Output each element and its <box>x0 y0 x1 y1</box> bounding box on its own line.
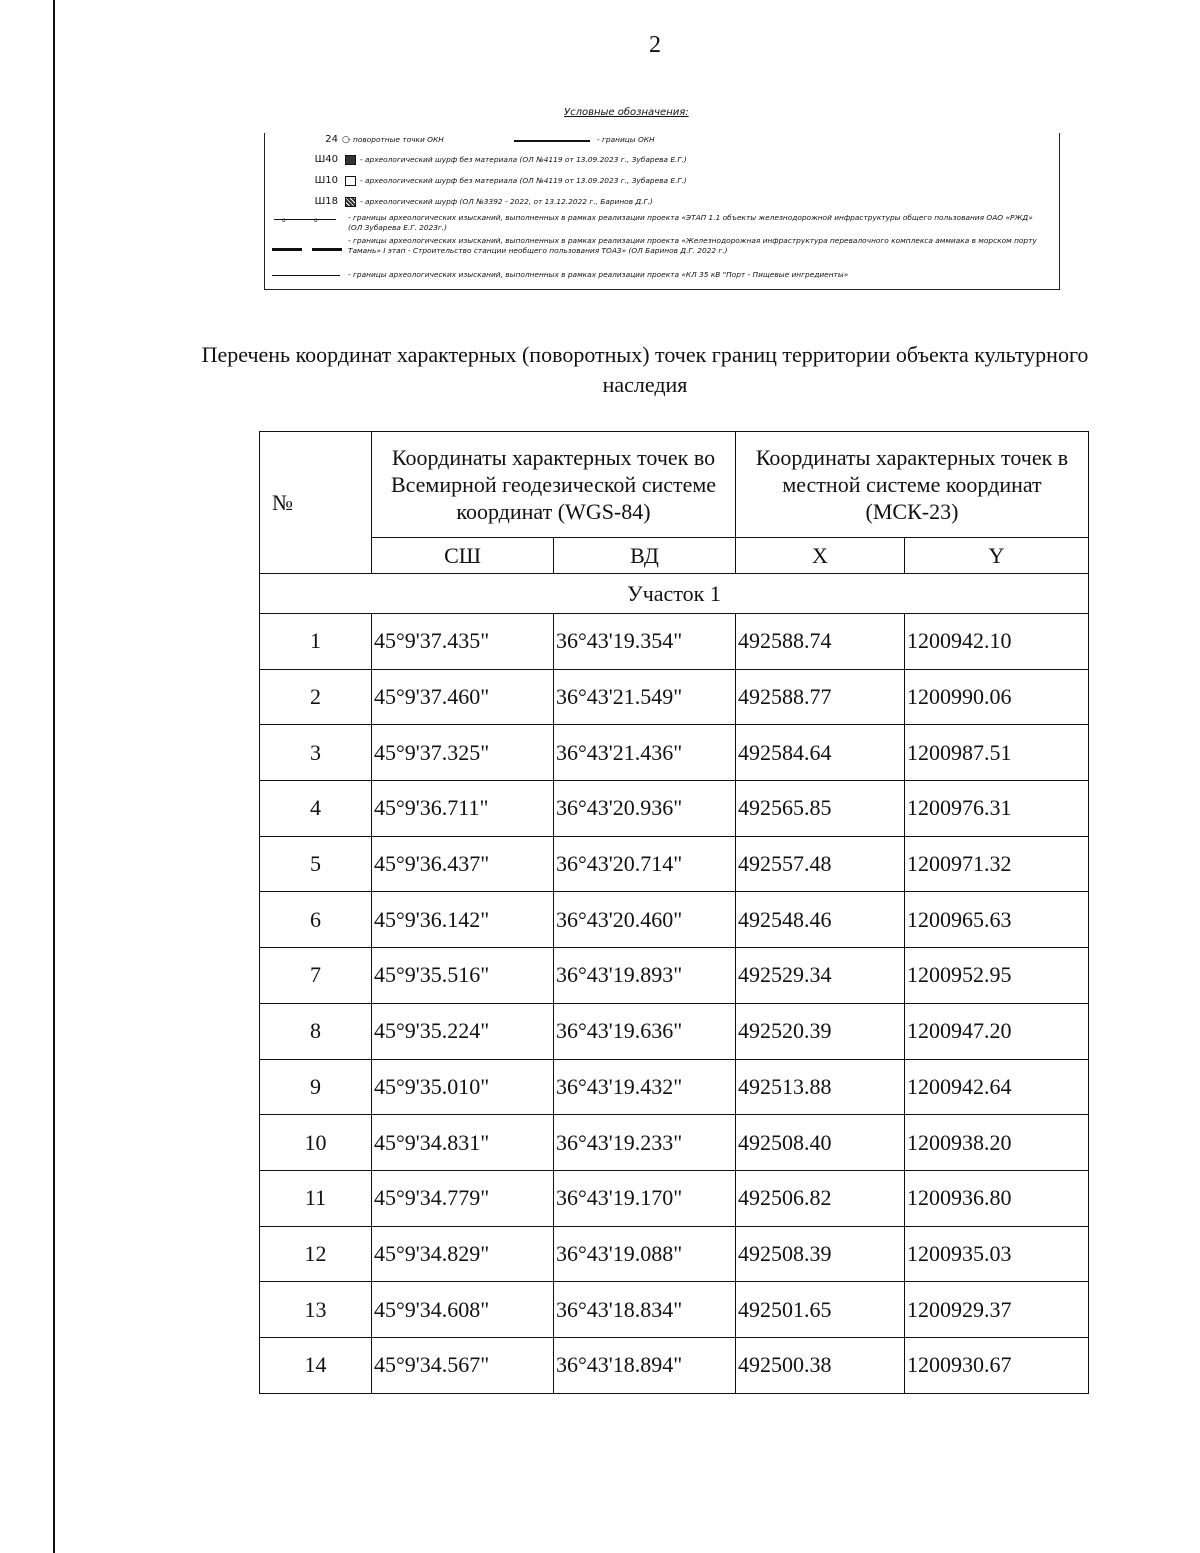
latitude-cell: 45°9'34.831" <box>372 1115 554 1171</box>
empty-square-icon <box>345 176 356 189</box>
legend-label: Ш40 <box>314 154 338 165</box>
section-row <box>260 574 1089 614</box>
y-cell: 1200987.51 <box>905 725 1089 781</box>
longitude-cell: 36°43'19.432" <box>554 1059 736 1115</box>
legend-text: - границы археологических изысканий, выполненных в рамках реализации проекта «КЛ 35 кВ "Порт - Пищевые ингредиенты» <box>348 270 849 279</box>
x-cell: 492520.39 <box>736 1003 905 1059</box>
legend-text: - границы ОКН <box>597 135 655 144</box>
y-cell: 1200935.03 <box>905 1226 1089 1282</box>
x-cell: 492565.85 <box>736 781 905 837</box>
x-cell: 492557.48 <box>736 836 905 892</box>
longitude-cell: 36°43'20.714" <box>554 836 736 892</box>
table-row <box>260 725 1089 781</box>
longitude-cell: 36°43'18.834" <box>554 1282 736 1338</box>
longitude-cell: 36°43'20.936" <box>554 781 736 837</box>
x-cell: 492500.38 <box>736 1337 905 1393</box>
col-number-header: № <box>260 432 372 574</box>
latitude-cell: 45°9'34.779" <box>372 1170 554 1226</box>
section-label: Участок 1 <box>260 574 1089 614</box>
page-number: 2 <box>649 32 661 58</box>
legend-text: - археологический шурф без материала (ОЛ №4119 от 13.09.2023 г., Зубарева Е.Г.) <box>360 176 687 185</box>
latitude-cell: 45°9'37.325" <box>372 725 554 781</box>
y-cell: 1200990.06 <box>905 669 1089 725</box>
y-cell: 1200942.64 <box>905 1059 1089 1115</box>
okn-boundary-line-icon <box>514 140 590 142</box>
point-number-cell: 6 <box>260 892 372 948</box>
circle-icon: ○ <box>342 135 350 145</box>
table-row <box>260 614 1089 670</box>
point-number-cell: 3 <box>260 725 372 781</box>
y-cell: 1200936.80 <box>905 1170 1089 1226</box>
latitude-cell: 45°9'36.142" <box>372 892 554 948</box>
point-number-cell: 9 <box>260 1059 372 1115</box>
latitude-cell: 45°9'34.608" <box>372 1282 554 1338</box>
y-cell: 1200965.63 <box>905 892 1089 948</box>
x-cell: 492508.40 <box>736 1115 905 1171</box>
y-cell: 1200971.32 <box>905 836 1089 892</box>
hatched-square-icon <box>345 197 356 210</box>
x-cell: 492529.34 <box>736 948 905 1004</box>
longitude-cell: 36°43'19.354" <box>554 614 736 670</box>
wgs-header: Координаты характерных точек во Всемирной геодезической системе координат (WGS-84) <box>372 432 736 538</box>
latitude-cell: 45°9'36.711" <box>372 781 554 837</box>
latitude-cell: 45°9'37.460" <box>372 669 554 725</box>
y-cell: 1200929.37 <box>905 1282 1089 1338</box>
point-number-cell: 12 <box>260 1226 372 1282</box>
table-row <box>260 836 1089 892</box>
table-row <box>260 948 1089 1004</box>
table-row <box>260 1003 1089 1059</box>
longitude-cell: 36°43'19.233" <box>554 1115 736 1171</box>
legend-label: Ш10 <box>314 175 338 186</box>
table-row <box>260 1059 1089 1115</box>
point-number-cell: 5 <box>260 836 372 892</box>
legend-text: - поворотные точки ОКН <box>348 135 444 144</box>
latitude-cell: 45°9'34.829" <box>372 1226 554 1282</box>
point-number-cell: 13 <box>260 1282 372 1338</box>
point-number-cell: 10 <box>260 1115 372 1171</box>
filled-square-icon <box>345 155 356 168</box>
table-row <box>260 1170 1089 1226</box>
point-number-cell: 7 <box>260 948 372 1004</box>
latitude-cell: 45°9'37.435" <box>372 614 554 670</box>
msk-header: Координаты характерных точек в местной системе координат (МСК-23) <box>736 432 1089 538</box>
legend-title: Условные обозначения: <box>564 107 689 118</box>
coordinates-table <box>259 431 1089 1394</box>
latitude-cell: 45°9'35.516" <box>372 948 554 1004</box>
point-number-cell: 4 <box>260 781 372 837</box>
latitude-cell: 45°9'35.224" <box>372 1003 554 1059</box>
point-number-cell: 1 <box>260 614 372 670</box>
x-header: X <box>736 538 905 574</box>
table-row <box>260 669 1089 725</box>
x-cell: 492548.46 <box>736 892 905 948</box>
legend-text: - границы археологических изысканий, выполненных в рамках реализации проекта «ЭТАП 1.1 объекты железнодорожной инфраструктуры общего пользования ОАО «РЖД» (ОЛ Зубарева Е.Г. 2023г.) <box>348 213 1033 232</box>
binding-margin-line <box>53 0 55 1553</box>
latitude-cell: 45°9'34.567" <box>372 1337 554 1393</box>
longitude-cell: 36°43'21.549" <box>554 669 736 725</box>
document-title: Перечень координат характерных (поворотных) точек границ территории объекта культурного наследия <box>201 342 1089 397</box>
legend-text: - археологический шурф без материала (ОЛ №4119 от 13.09.2023 г., Зубарева Е.Г.) <box>360 155 687 164</box>
legend: Условные обозначения: 24 ○ - поворотные точки ОКН - границы ОКН Ш40 - археологический шурф без материала (ОЛ №4119 от 13.09.2023 г., Зубарева Е.Г.) Ш10 - археологический шурф без материала (ОЛ №4119 от 13.09.2023 г., Зубарева Е.Г.) Ш18 - археологический шурф (ОЛ №3392 - 2022, от 13.12.2022 г., Баринов Д.Г.) o o - границы археологических изысканий, выполненных в рамках реализации проекта «ЭТАП 1.1 объекты железнодорожной инфраструктуры общего пользования ОАО «РЖД» (ОЛ Зубарева Е.Г. 2023г.) - границы археологических изысканий, выполненных в рамках реализации проекта «Железнодорожная инфраструктура перевалочного комплекса аммиака в морском порту Тамань» I этап - Строительство станции необщего пользования ТОАЗ» (ОЛ Баринов Д.Г. 2022 г.) - границы археологических изысканий, выполненных в рамках реализации проекта «КЛ 35 кВ "Порт - Пищевые ингредиенты» <box>264 103 1060 289</box>
x-cell: 492588.74 <box>736 614 905 670</box>
point-number-cell: 14 <box>260 1337 372 1393</box>
latitude-cell: 45°9'36.437" <box>372 836 554 892</box>
longitude-cell: 36°43'20.460" <box>554 892 736 948</box>
longitude-cell: 36°43'18.894" <box>554 1337 736 1393</box>
x-cell: 492588.77 <box>736 669 905 725</box>
y-header: Y <box>905 538 1089 574</box>
table-row <box>260 781 1089 837</box>
subheader-row <box>260 538 1089 574</box>
y-cell: 1200952.95 <box>905 948 1089 1004</box>
legend-text: - археологический шурф (ОЛ №3392 - 2022, от 13.12.2022 г., Баринов Д.Г.) <box>360 197 653 206</box>
table-row <box>260 1226 1089 1282</box>
longitude-cell: 36°43'21.436" <box>554 725 736 781</box>
x-cell: 492584.64 <box>736 725 905 781</box>
point-number-cell: 8 <box>260 1003 372 1059</box>
y-cell: 1200938.20 <box>905 1115 1089 1171</box>
table-row <box>260 892 1089 948</box>
legend-text: - границы археологических изысканий, выполненных в рамках реализации проекта «Железнодорожная инфраструктура перевалочного комплекса аммиака в морском порту Тамань» I этап - Строительство станции необщего пользования ТОАЗ» (ОЛ Баринов Д.Г. 2022 г.) <box>348 236 1037 255</box>
point-number-cell: 11 <box>260 1170 372 1226</box>
table-row <box>260 1282 1089 1338</box>
y-cell: 1200930.67 <box>905 1337 1089 1393</box>
dash-line-icon <box>272 248 342 251</box>
table-row <box>260 1115 1089 1171</box>
y-cell: 1200976.31 <box>905 781 1089 837</box>
latitude-cell: 45°9'35.010" <box>372 1059 554 1115</box>
legend-label: 24 <box>325 134 338 145</box>
solid-line-icon <box>272 275 340 276</box>
longitude-cell: 36°43'19.636" <box>554 1003 736 1059</box>
x-cell: 492506.82 <box>736 1170 905 1226</box>
header-row <box>260 432 1089 538</box>
x-cell: 492501.65 <box>736 1282 905 1338</box>
y-cell: 1200942.10 <box>905 614 1089 670</box>
table-row <box>260 1337 1089 1393</box>
x-cell: 492513.88 <box>736 1059 905 1115</box>
longitude-cell: 36°43'19.088" <box>554 1226 736 1282</box>
y-cell: 1200947.20 <box>905 1003 1089 1059</box>
lon-header: ВД <box>554 538 736 574</box>
longitude-cell: 36°43'19.893" <box>554 948 736 1004</box>
point-number-cell: 2 <box>260 669 372 725</box>
longitude-cell: 36°43'19.170" <box>554 1170 736 1226</box>
x-cell: 492508.39 <box>736 1226 905 1282</box>
legend-label: Ш18 <box>314 196 338 207</box>
lat-header: СШ <box>372 538 554 574</box>
